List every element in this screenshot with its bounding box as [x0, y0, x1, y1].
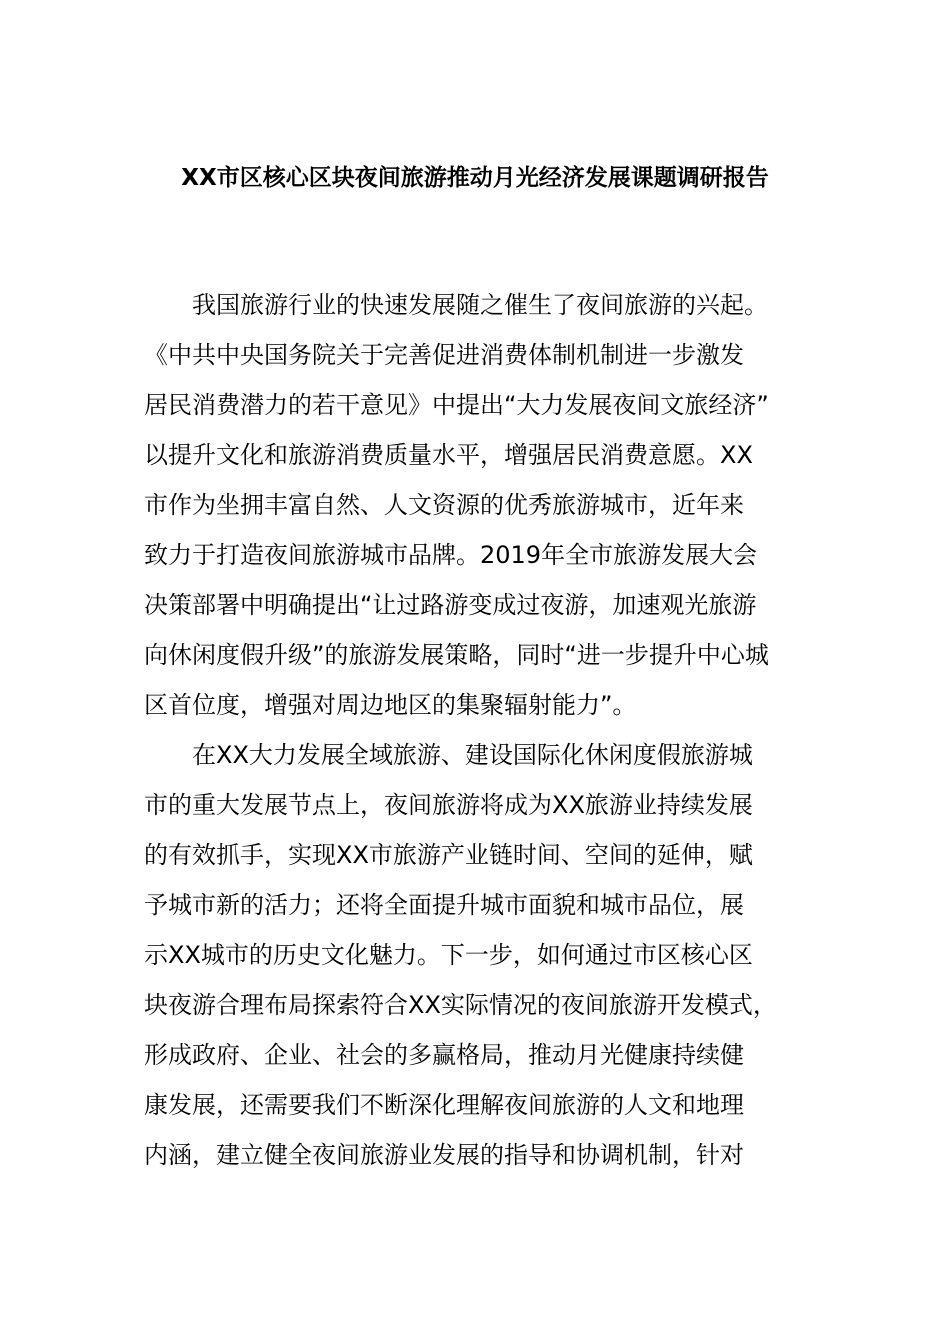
- paragraph-line: 决策部署中明确提出“让过路游变成过夜游，加速观光旅游: [144, 591, 757, 619]
- paragraph-line: 区首位度，增强对周边地区的集聚辐射能力”。: [144, 691, 637, 719]
- paragraph-line: 形成政府、企业、社会的多赢格局，推动月光健康持续健: [144, 1041, 744, 1069]
- paragraph-line: 的有效抓手，实现XX市旅游产业链时间、空间的延伸，赋: [144, 841, 753, 869]
- paragraph-1: [144, 280, 824, 730]
- paragraph-line: 予城市新的活力；还将全面提升城市面貌和城市品位，展: [144, 891, 744, 919]
- document-body: [144, 280, 824, 1180]
- paragraph-line: 内涵，建立健全夜间旅游业发展的指导和协调机制，针对: [144, 1141, 744, 1169]
- paragraph-line: 示XX城市的历史文化魅力。下一步，如何通过市区核心区: [144, 941, 753, 969]
- paragraph-line: 向休闲度假升级”的旅游发展策略，同时“进一步提升中心城: [144, 641, 769, 669]
- paragraph-line: 致力于打造夜间旅游城市品牌。2019年全市旅游发展大会: [144, 541, 758, 569]
- paragraph-line: 市作为坐拥丰富自然、人文资源的优秀旅游城市，近年来: [144, 491, 744, 519]
- paragraph-line: 在XX大力发展全域旅游、建设国际化休闲度假旅游城: [192, 741, 753, 769]
- paragraph-line: 市的重大发展节点上，夜间旅游将成为XX旅游业持续发展: [144, 791, 753, 819]
- paragraph-line: 《中共中央国务院关于完善促进消费体制机制进一步激发: [144, 341, 744, 369]
- paragraph-line: 居民消费潜力的若干意见》中提出“大力发展夜间文旅经济”: [144, 391, 769, 419]
- paragraph-line: 以提升文化和旅游消费质量水平，增强居民消费意愿。XX: [144, 441, 753, 469]
- document-title: XX市区核心区块夜间旅游推动月光经济发展课题调研报告: [181, 165, 769, 191]
- paragraph-line: 我国旅游行业的快速发展随之催生了夜间旅游的兴起。: [192, 291, 768, 319]
- paragraph-line: 康发展，还需要我们不断深化理解夜间旅游的人文和地理: [144, 1091, 744, 1119]
- paragraph-2: [144, 730, 824, 1180]
- paragraph-line: 块夜游合理布局探索符合XX实际情况的夜间旅游开发模式，: [144, 991, 777, 1019]
